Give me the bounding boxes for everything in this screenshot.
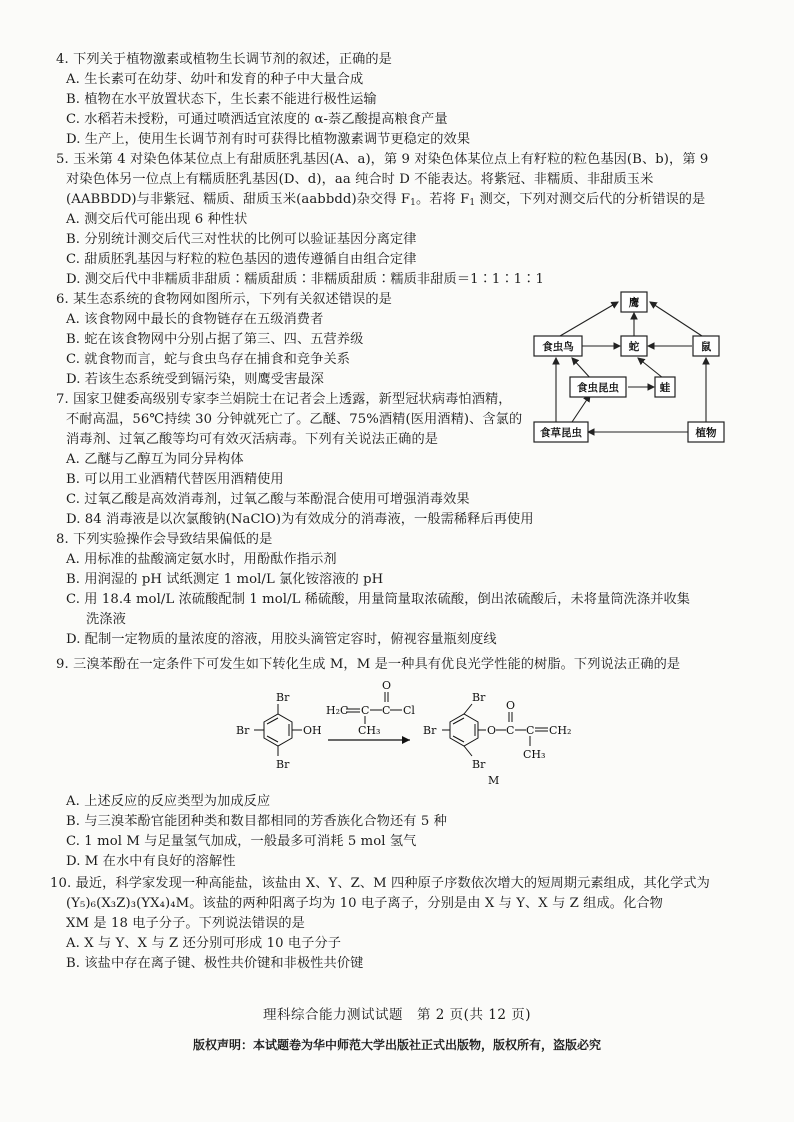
reagent-c1: C (361, 704, 370, 717)
arrow-mouse-to-eagle (650, 302, 702, 336)
q7-option-b: B. 可以用工业酒精代替医用酒精使用 (66, 472, 284, 487)
reagent-h2c: H₂C (326, 704, 349, 717)
q4-option-d: D. 生产上，使用生长调节剂有时可获得比植物激素调节更稳定的效果 (66, 132, 471, 147)
q5-stem-line2: 对染色体另一位点上有糯质胚乳基因(D、d)，aa 纯合时 D 不能表达。将紫冠、非糯质、非甜质玉米 (66, 172, 654, 187)
q5-stem-line3-part2: 。若将 F (415, 192, 470, 207)
bird-label: 食虫鸟 (542, 341, 574, 353)
q6-option-c: C. 就食物而言，蛇与食虫鸟存在捕食和竞争关系 (66, 352, 351, 367)
product-br-left: Br (423, 724, 437, 737)
q4-stem: 4. 下列关于植物激素或植物生长调节剂的叙述，正确的是 (56, 52, 392, 67)
q4-option-c: C. 水稻若未授粉，可通过喷洒适宜浓度的 α-萘乙酸提高粮食产量 (66, 112, 448, 127)
reaction-scheme (210, 676, 580, 792)
q6-option-a: A. 该食物网中最长的食物链存在五级消费者 (66, 312, 324, 327)
product-benzene-ring (450, 714, 478, 746)
arrow-bird-to-eagle (560, 302, 618, 336)
product-label-m: M (488, 774, 500, 787)
arrow-herbivore-to-insect-eater (572, 395, 590, 422)
q9-option-b: B. 与三溴苯酚官能团种类和数目都相同的芳香族化合物还有 5 种 (66, 814, 447, 829)
product-ester-o: O (487, 724, 497, 737)
reaction-arrowhead (402, 736, 410, 744)
q5-option-d: D. 测交后代中非糯质非甜质∶糯质甜质∶非糯质甜质∶糯质非甜质＝1∶1∶1∶1 (66, 272, 544, 287)
q5-stem-line3-part3: 测交，下列对测交后代的分析错误的是 (475, 192, 706, 207)
q7-option-d: D. 84 消毒液是以次氯酸钠(NaClO)为有效成分的消毒液，一般需稀释后再使用 (66, 512, 534, 527)
q7-option-c: C. 过氧乙酸是高效消毒剂，过氧乙酸与苯酚混合使用可增强消毒效果 (66, 492, 470, 507)
product-c2: C (526, 724, 535, 737)
q10-stem-line2: (Y₅)₆(X₃Z)₃(YX₄)₄M。该盐的两种阳离子均为 10 电子离子，分别是由 X 与 Y、X 与 Z 组成。化合物 (66, 896, 663, 911)
q5-stem-line3-part1: (AABBDD)与非紫冠、糯质、甜质玉米(aabbdd)杂交得 F (66, 192, 411, 207)
q5-stem-line1: 5. 玉米第 4 对染色体某位点上有甜质胚乳基因(A、a)，第 9 对染色体某位点上有籽粒的粒色基因(B、b)，第 9 (56, 152, 709, 167)
product-ch2: CH₂ (549, 724, 572, 737)
q10-option-b: B. 该盐中存在离子键、极性共价键和非极性共价键 (66, 956, 364, 971)
q7-option-a: A. 乙醚与乙醇互为同分异构体 (66, 452, 244, 467)
reactant-oh: OH (303, 724, 322, 737)
q5-subscript: 1 (410, 198, 416, 208)
product-ch3: CH₃ (523, 748, 546, 761)
q6-option-b: B. 蛇在该食物网中分别占据了第三、四、五营养级 (66, 332, 364, 347)
herbivore-insect-label: 食草昆虫 (540, 427, 582, 439)
food-web-diagram (530, 288, 730, 448)
q7-stem-line1: 7. 国家卫健委高级别专家李兰娟院士在记者会上透露，新型冠状病毒怕酒精， (56, 392, 512, 407)
q8-option-a: A. 用标准的盐酸滴定氨水时，用酚酞作指示剂 (66, 552, 337, 567)
product-br-bottom: Br (472, 758, 486, 771)
product-br-top: Br (472, 691, 486, 704)
reagent-cl: Cl (403, 704, 415, 717)
reactant-benzene-ring (264, 714, 292, 746)
q10-stem-line1: 10. 最近，科学家发现一种高能盐，该盐由 X、Y、Z、M 四种原子序数依次增大的短周期元素组成，其化学式为 (50, 876, 710, 891)
frog-label: 蛙 (659, 382, 671, 394)
q5-option-b: B. 分别统计测交后代三对性状的比例可以验证基因分离定律 (66, 232, 417, 247)
q9-option-d: D. M 在水中有良好的溶解性 (66, 854, 236, 869)
reactant-br-bottom: Br (276, 758, 290, 771)
q6-option-d: D. 若该生态系统受到镉污染，则鹰受害最深 (66, 372, 324, 387)
q8-option-c-line2: 洗涤液 (86, 612, 126, 627)
product-carbonyl-o: O (506, 699, 516, 712)
reagent-c2: C (382, 704, 391, 717)
snake-label: 蛇 (628, 341, 640, 353)
q7-stem-line3: 消毒剂、过氧乙酸等均可有效灭活病毒。下列有关说法正确的是 (66, 432, 439, 447)
q8-option-c-line1: C. 用 18.4 mol/L 浓硫酸配制 1 mol/L 稀硫酸，用量筒量取浓硫酸，倒出浓硫酸后，未将量筒洗涤并收集 (66, 592, 691, 607)
q8-option-b: B. 用润湿的 pH 试纸测定 1 mol/L 氯化铵溶液的 pH (66, 572, 384, 587)
q7-stem-line2: 不耐高温，56℃持续 30 分钟就死亡了。乙醚、75%酒精(医用酒精)、含氯的 (66, 412, 523, 427)
mouse-label: 鼠 (700, 341, 712, 353)
q5-option-c: C. 甜质胚乳基因与籽粒的粒色基因的遗传遵循自由组合定律 (66, 252, 417, 267)
page-footer: 理科综合能力测试试题 第 2 页(共 12 页) (263, 1007, 531, 1023)
insect-eater-label: 食虫昆虫 (577, 382, 619, 394)
reagent-ch3: CH₃ (358, 724, 381, 737)
copyright-notice: 版权声明：本试题卷为华中师范大学出版社正式出版物，版权所有，盗版必究 (192, 1038, 601, 1052)
product-bond-br-bottom (464, 746, 472, 756)
product-c1: C (506, 724, 515, 737)
q5-option-a: A. 测交后代可能出现 6 种性状 (66, 212, 248, 227)
q10-option-a: A. X 与 Y、X 与 Z 还分别可形成 10 电子分子 (66, 936, 342, 951)
q6-stem: 6. 某生态系统的食物网如图所示，下列有关叙述错误的是 (56, 292, 392, 307)
q10-stem-line3: XM 是 18 电子分子。下列说法错误的是 (66, 916, 305, 931)
reagent-o: O (382, 679, 392, 692)
reactant-br-left: Br (236, 724, 250, 737)
eagle-label: 鹰 (628, 297, 640, 309)
q5-subscript-2: 1 (469, 198, 476, 208)
q9-option-c: C. 1 mol M 与足量氢气加成，一般最多可消耗 5 mol 氢气 (66, 834, 417, 849)
q4-option-b: B. 植物在水平放置状态下，生长素不能进行极性运输 (66, 92, 377, 107)
q5-stem-line3 (66, 190, 705, 210)
plant-label: 植物 (695, 427, 717, 439)
q8-option-d: D. 配制一定物质的量浓度的溶液，用胶头滴管定容时，俯视容量瓶刻度线 (66, 632, 497, 647)
reactant-br-top: Br (276, 691, 290, 704)
q9-option-a: A. 上述反应的反应类型为加成反应 (66, 794, 271, 809)
q9-stem: 9. 三溴苯酚在一定条件下可发生如下转化生成 M，M 是一种具有优良光学性能的树脂。下列说法正确的是 (56, 657, 681, 672)
arrow-frog-to-snake (638, 358, 663, 378)
q4-option-a: A. 生长素可在幼芽、幼叶和发育的种子中大量合成 (66, 72, 364, 87)
q8-stem: 8. 下列实验操作会导致结果偏低的是 (56, 532, 273, 547)
product-bond-br-top (464, 704, 472, 714)
